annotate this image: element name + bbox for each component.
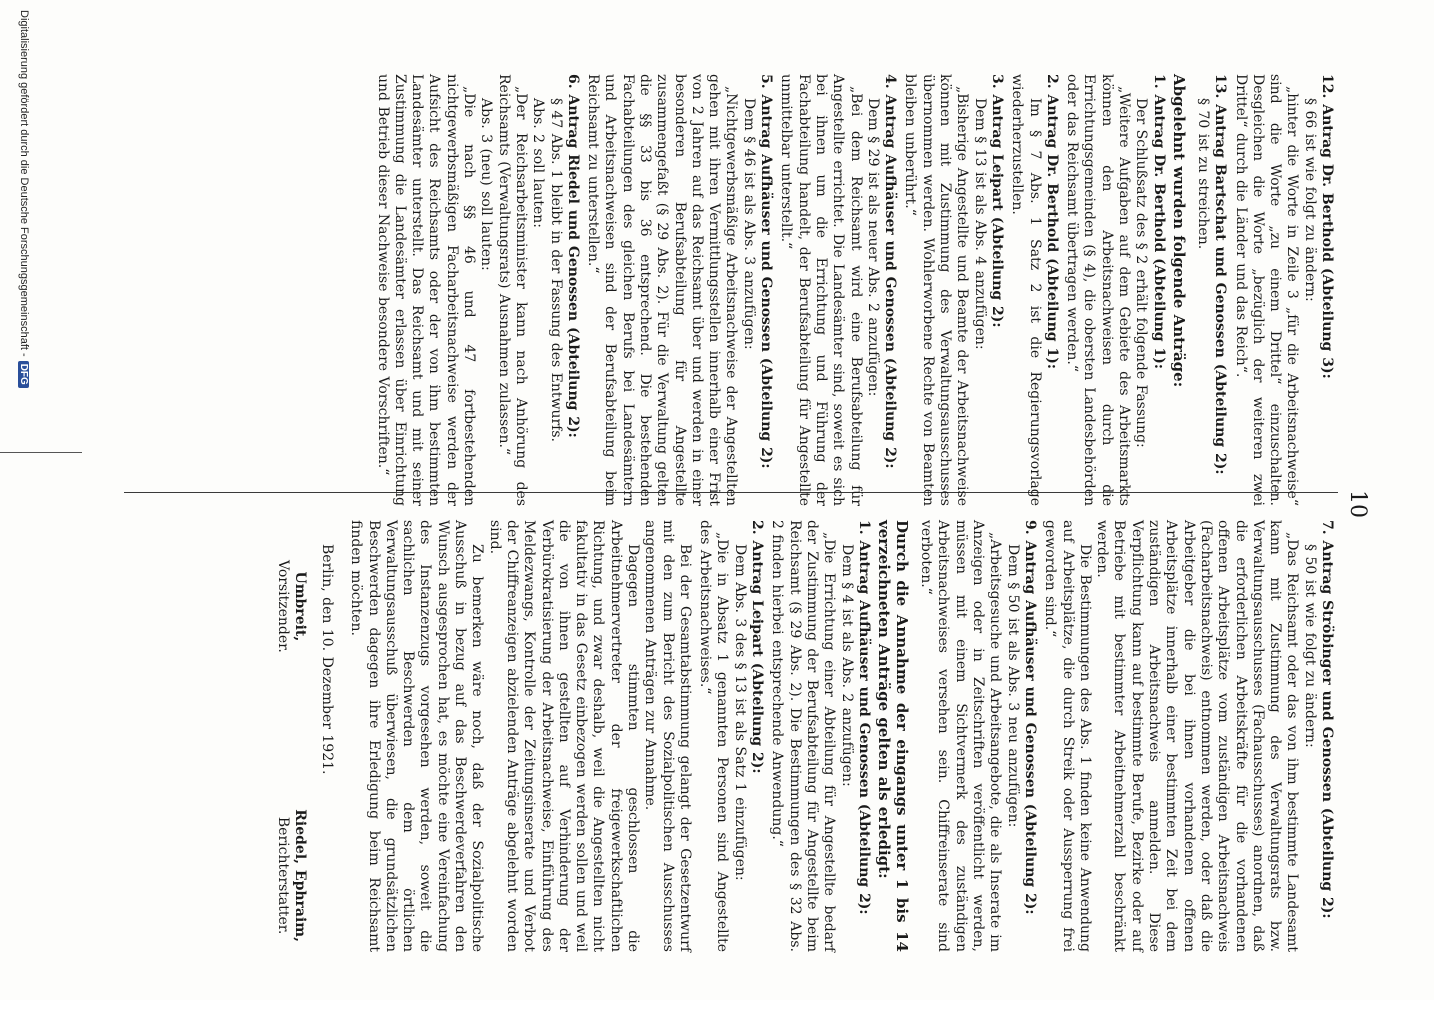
motion-text: § 47 Abs. 1 bleibt in der Fassung des Entwurfs.	[547, 98, 564, 442]
rejected-motion-4	[777, 74, 898, 506]
motion-heading: 4. Antrag Aufhäuser und Genossen (Abteilung 2):	[882, 74, 899, 469]
motion-text: Der Schlußsatz des § 2 erhält folgende Fassung:	[1133, 98, 1150, 448]
signature-role: Vorsitzender.	[274, 560, 291, 653]
motion-heading: 2. Antrag Dr. Berthold (Abteilung 1):	[1043, 74, 1060, 370]
rejected-motion-5	[584, 74, 774, 506]
motion-quote: „Arbeitsgesuche und Arbeitsangebote, die als Inserate im Anzeigen oder in Zeitschriften veröffentlicht werden, müssen mit einem Sichtvermerk des zuständigen Arbeitsnachweises versehen sein. Chiffreinserate sind verboten.“	[918, 520, 1004, 952]
motion-text: Dem § 13 ist als Abs. 4 anzufügen:	[971, 98, 988, 350]
motion-quote: Die Bestimmungen des Abs. 1 finden keine Anwendung auf Arbeitsplätze, die durch Streik oder Aussperrung frei geworden sind.“	[1042, 520, 1093, 952]
signature-name: Riedel, Ephraim,	[291, 809, 308, 942]
motion-heading: 9. Antrag Aufhäuser und Genossen (Abteilung 2):	[1021, 520, 1038, 915]
motion-quote: „Nichtgewerbsmäßige Arbeitsnachweise der Angestellten gehen mit ihren Vermittlungsstellen innerhalb einer Frist von 2 Jahren auf das Reichsamt über und werden in einer besonderen Berufsabteilung für Angestellte zusammengefaßt (§ 29 Abs. 2). Für die Verwaltung gelten die §§ 33 bis 36 entsprechend. Die bestehenden Fachabteilungen des gleichen Berufs bei Landesämtern und Arbeitsnachweisen sind der Berufsabteilung beim Reichsamt zu unterstellen.“	[585, 74, 740, 506]
separator-rule	[0, 452, 82, 453]
motion-heading: 1. Antrag Aufhäuser und Genossen (Abteilung 2):	[855, 520, 872, 915]
signature-rapporteur	[274, 809, 308, 942]
signature-name: Umbreit,	[291, 571, 308, 642]
motion-heading: 2. Antrag Leipart (Abteilung 2):	[749, 520, 766, 774]
rejected-motion-3	[901, 74, 1005, 506]
motion-text: Dem § 4 ist als Abs. 2 anzufügen:	[838, 544, 855, 787]
motion-text: Im § 7 Abs. 1 Satz 2 ist die Regierungsvorlage wiederherzustellen.	[1009, 74, 1043, 506]
motion-quote: „Der Reichsarbeitsminister kann nach Anhörung des Reichsamts (Verwaltungsrats) Ausnahmen zulassen.“	[495, 74, 529, 506]
settled-heading: Durch die Annahme der eingangs unter 1 bis 14 verzeichneten Anträge gelten als erledigt:	[874, 520, 911, 952]
motion-quote: „Weitere Aufgaben auf dem Gebiete des Arbeitsmarkts können den Arbeitsnachweisen durch die Errichtungsgemeinden (§ 4), die obersten Landesbehörden oder das Reichsamt übertragen werden.“	[1064, 74, 1133, 506]
closing-paragraph: Zu bemerken wäre noch, daß der Sozialpolitische Ausschuß in bezug auf das Beschwerdeverfahren den Wunsch ausgesprochen hat, es möchte eine Vereinfachung des Instanzenzugs vorgesehen werden, soweit die sachlichen Beschwerden dem örtlichen Verwaltungsausschuß überwiesen, die grundsätzlichen Beschwerden dagegen ihre Erledigung beim Reichsamt finden möchten.	[348, 520, 486, 952]
signature-block	[238, 520, 308, 952]
rejected-motion-7	[1041, 520, 1335, 952]
right-column	[238, 520, 1338, 952]
rejected-motion-9	[917, 520, 1038, 952]
motion-heading: 13. Antrag Bartschat und Genossen (Abteilung 2):	[1212, 74, 1229, 475]
rejected-motion-6	[373, 74, 581, 506]
closing-paragraph: Dagegen stimmten geschlossen die Arbeitnehmervertreter der freigewerkschaftlichen Richtung, und zwar deshalb, weil die Angestellten nicht fakultativ in das Gesetz einbezogen werden sollen und weil die von ihnen gestellten auf Verhinderung der Verbürokratisierung der Arbeitsnachweise, Einführung des Meldezwangs, Kontrolle der Zeitungsinserate und Verbot der Chiffreanzeigen abzielenden Anträge abgelehnt worden sind.	[486, 520, 642, 952]
settled-motion-2	[696, 520, 765, 952]
motion-text: Dem § 29 ist als neuer Abs. 2 anzufügen:	[864, 98, 881, 397]
motion-quote: „Bei dem Reichsamt wird eine Berufsabteilung für Angestellte errichtet. Die Landesämter sind, soweit es sich bei ihnen um die Errichtung und Führung der Fachabteilung handelt, der Berufsabteilung für Angestellte unmittelbar unterstellt.“	[778, 74, 864, 506]
signature-role: Berichterstatter.	[274, 816, 291, 935]
motion-heading: 1. Antrag Dr. Berthold (Abteilung 1):	[1150, 74, 1167, 370]
rejected-motion-1	[1063, 74, 1167, 506]
left-column	[373, 74, 1338, 506]
motion-heading: 7. Antrag Ströbinger und Genossen (Abteilung 2):	[1319, 520, 1335, 919]
motion-heading: 12. Antrag Dr. Berthold (Abteilung 3):	[1319, 74, 1335, 379]
motion-heading: 5. Antrag Aufhäuser und Genossen (Abteilung 2):	[758, 74, 775, 469]
rejected-motion-2	[1008, 74, 1060, 506]
rejected-heading: Abgelehnt wurden folgende Anträge:	[1169, 74, 1188, 388]
motion-quote: „hinter die Worte in Zeile 3 „für die Arbeitsnachweise“ sind die Worte „zu einem Drittel“ einzuschalten. Desgleichen die Worte „bezüglich der weiteren zwei Drittel“ durch die Länder und das Reich“.	[1232, 74, 1301, 506]
motion-text: Dem § 46 ist als Abs. 3 anzufügen:	[740, 98, 757, 350]
motion-quote: „Die nach §§ 46 und 47 fortbestehenden nichtgewerbsmäßigen Facharbeitsnachweise werden der Aufsicht des Reichsamts oder der von ihm bestimmten Landesämter unterstellt. Das Reichsamt und mit seiner Zustimmung die Landesämter erlassen über Einrichtung und Betrieb dieser Nachweise besondere Vorschriften.“	[374, 74, 478, 506]
motion-text: § 70 ist zu streichen.	[1194, 98, 1211, 250]
date-line: Berlin, den 10. Dezember 1921.	[318, 544, 335, 775]
motion-text: Dem § 50 ist als Abs. 3 neu anzufügen:	[1004, 544, 1021, 828]
signature-chair	[274, 560, 308, 653]
digitization-note	[18, 0, 30, 1010]
motion-text: § 50 ist wie folgt zu ändern:	[1301, 544, 1318, 748]
motion-quote: „Bisherige Angestellte und Beamte der Arbeitsnachweise können mit Zustimmung des Verwaltungsausschusses übernommen werden. Wohlerworbene Rechte von Beamten bleiben unberührt.“	[902, 74, 971, 506]
motion-quote: „Das Reichsamt oder das von ihm bestimmte Landesamt kann mit Zustimmung des Verwaltungsrats bzw. Verwaltungsausschusses (Fachausschusses) anordnen, daß die erforderlichen Arbeitskräfte für die vorhandenen offenen Arbeitsplätze vom zuständigen Arbeitsnachweis (Facharbeitsnachweis) entnommen werden, oder daß die Arbeitgeber die bei ihnen vorhandenen offenen Arbeitsplätze innerhalb einer bestimmten Zeit bei dem zuständigen Arbeitsnachweis anmelden. Diese Verpflichtung kann auf bestimmte Berufe, Bezirke oder auf Betriebe mit bestimmter Arbeitnehmerzahl beschränkt werden.	[1094, 520, 1301, 952]
dfg-logo-icon: DFG	[18, 361, 29, 388]
motion-quote: „Die Errichtung einer Abteilung für Angestellte bedarf der Zustimmung der Berufsabteilung für Angestellte beim Reichsamt (§ 29 Abs. 2). Die Bestimmungen des § 32 Abs. 2 finden hierbei entsprechende Anwendung.“	[769, 520, 838, 952]
motion-text: Dem Abs. 3 des § 13 ist als Satz 1 einzufügen:	[731, 544, 748, 881]
page-number: 10	[1345, 490, 1370, 518]
closing-paragraph: Bei der Gesamtabstimmung gelangt der Gesetzentwurf mit den zum Bericht des Sozialpolitischen Ausschusses angenommenen Anträgen zur Annahme.	[642, 520, 693, 952]
motion-12	[1231, 74, 1335, 506]
motion-heading: 6. Antrag Riedel und Genossen (Abteilung 2):	[564, 74, 581, 438]
motion-13	[1194, 74, 1229, 506]
motion-text: Abs. 3 (neu) soll lauten:	[478, 98, 495, 271]
settled-motion-1	[768, 520, 872, 952]
motion-quote: „Die in Absatz 1 genannten Personen sind Angestellte des Arbeitsnachweises.“	[697, 520, 731, 952]
motion-heading: 3. Antrag Leipart (Abteilung 2):	[988, 74, 1005, 328]
motion-text: § 66 ist wie folgt zu ändern:	[1301, 98, 1318, 302]
motion-text: Abs. 2 soll lauten:	[530, 98, 547, 229]
digitization-text: Digitalisierung gefördert durch die Deutsche Forschungsgemeinschaft -	[18, 10, 30, 357]
